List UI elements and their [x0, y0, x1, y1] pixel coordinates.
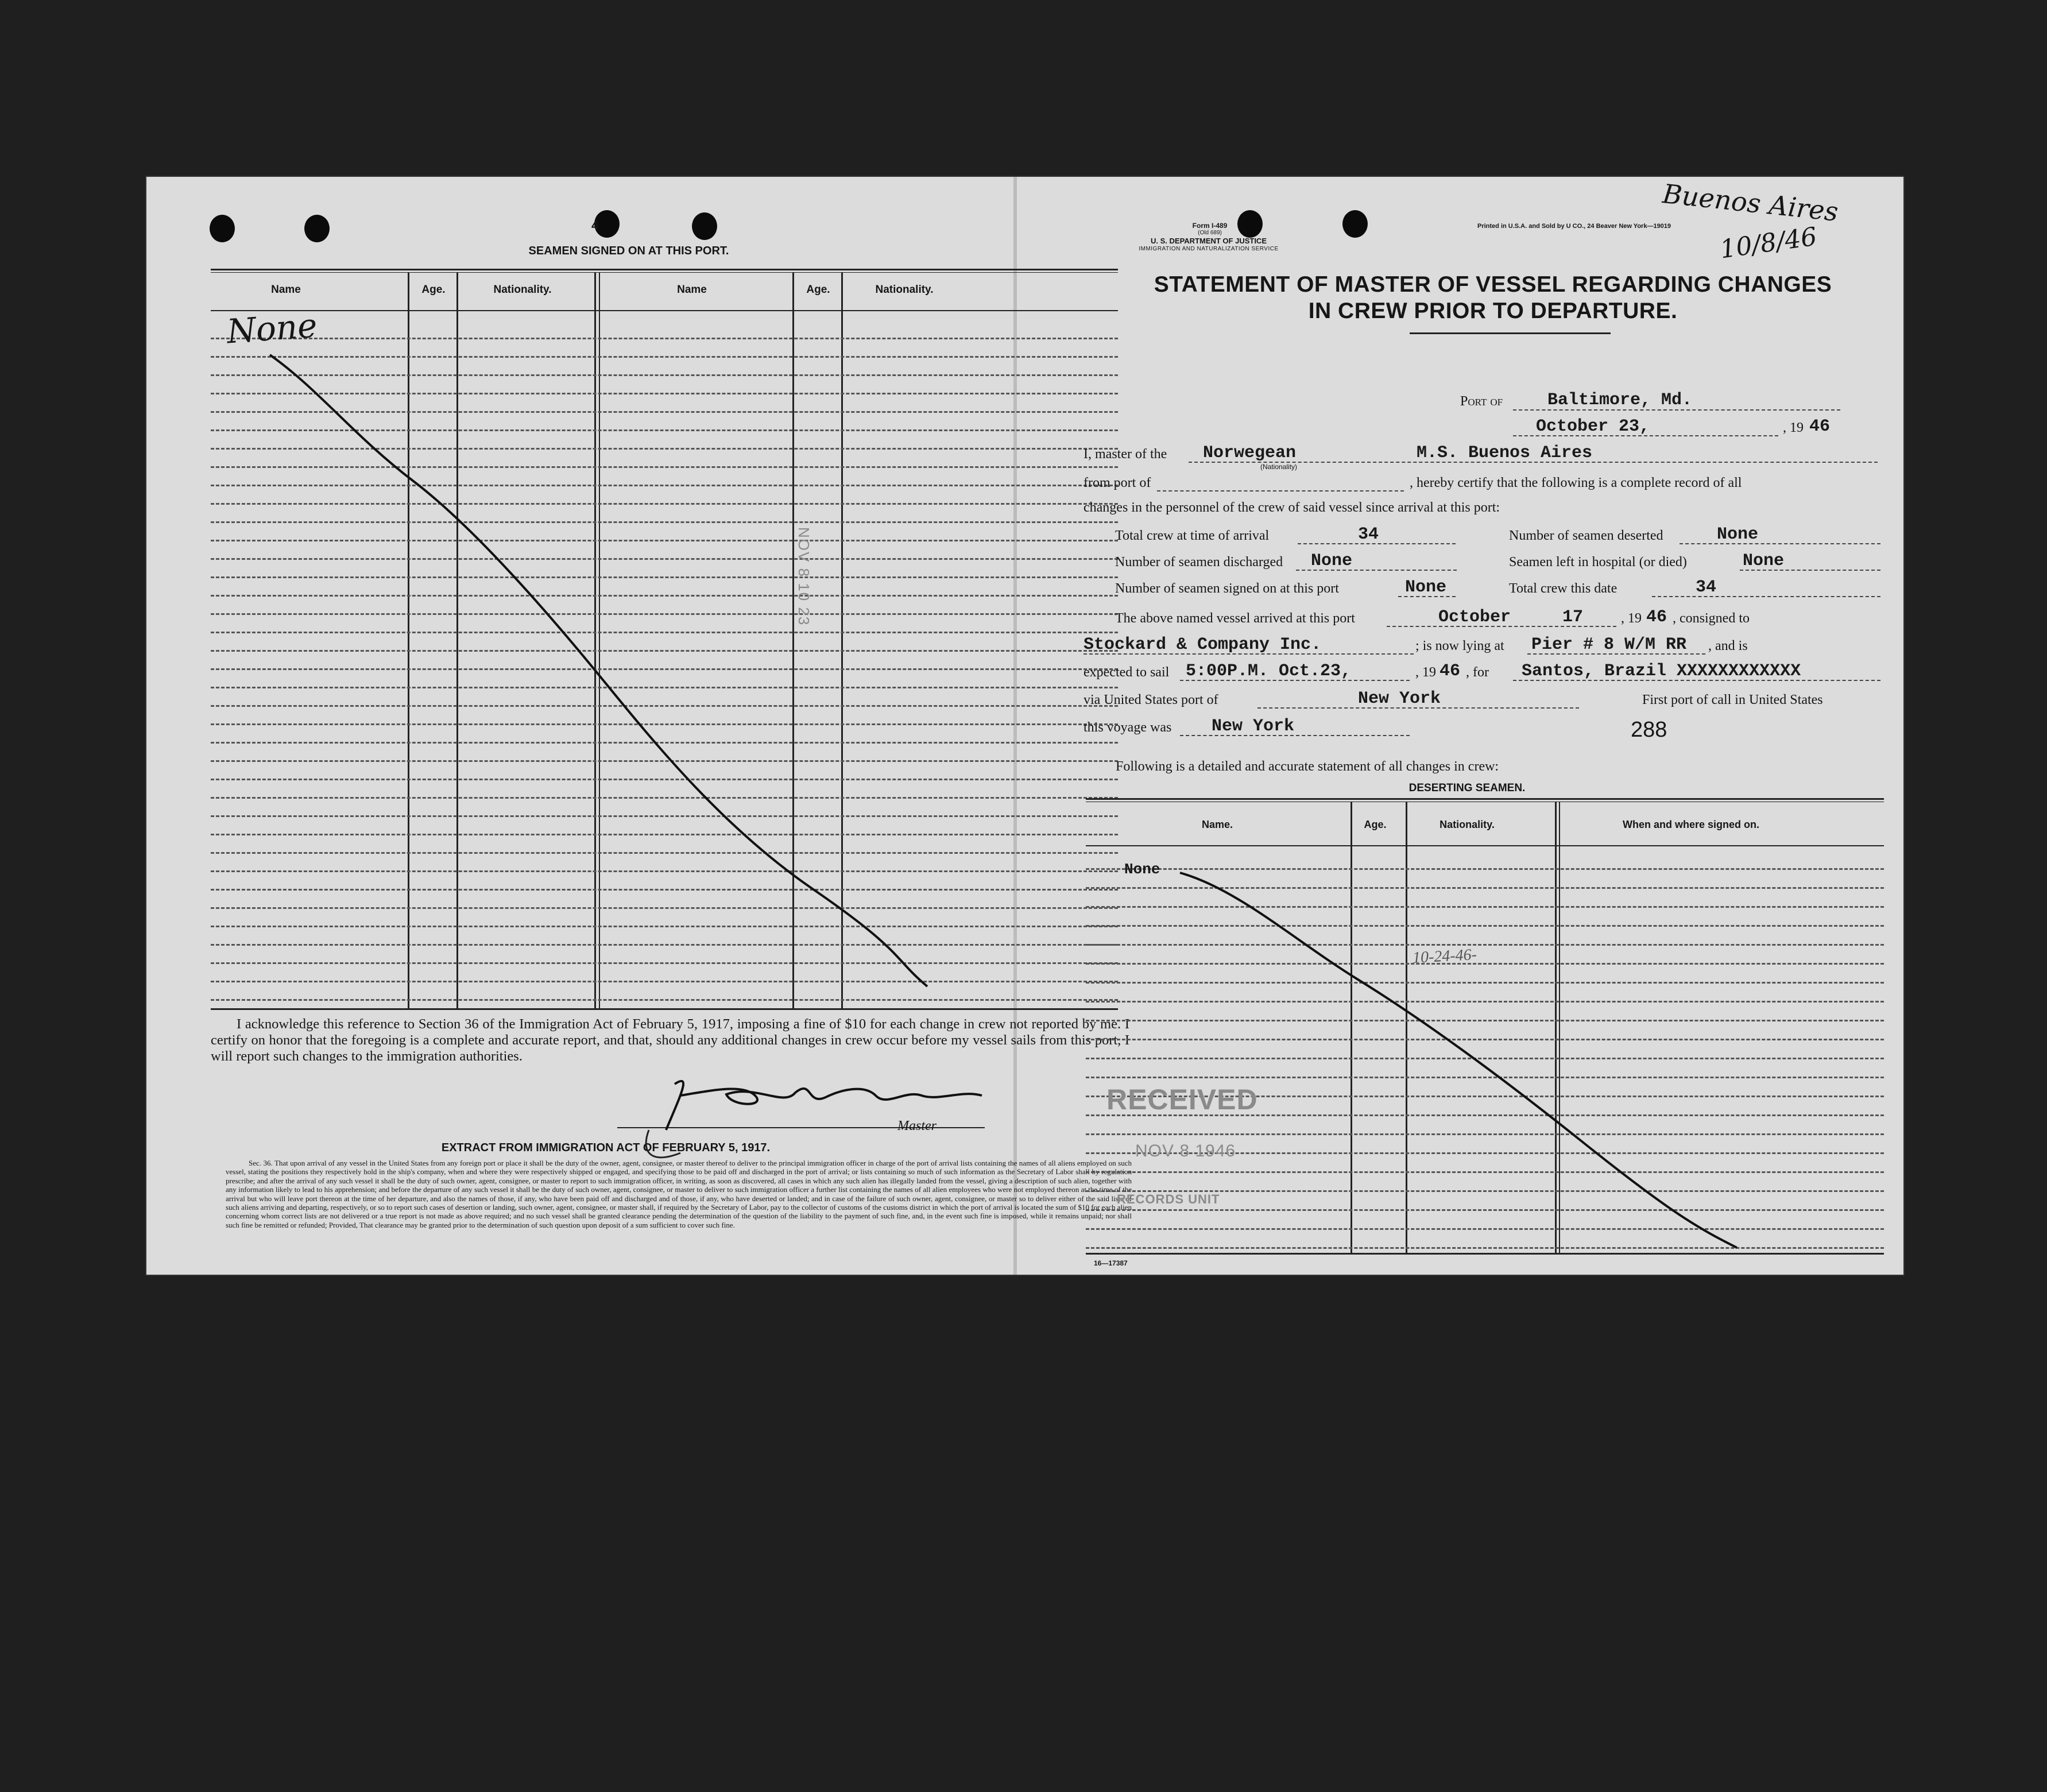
- total-crew-arrival-label: Total crew at time of arrival: [1115, 528, 1270, 543]
- left-col-name-2: Name: [677, 284, 707, 296]
- master-of-label: I, master of the: [1084, 447, 1167, 462]
- destination: Santos, Brazil XXXXXXXXXXXX: [1522, 661, 1801, 681]
- handwritten-note-buenos-aires: Buenos Aires: [1661, 178, 1840, 227]
- vessel-name: M.S. Buenos Aires: [1417, 443, 1593, 463]
- port-label: Port of: [1460, 394, 1503, 409]
- left-strike-line: [270, 355, 927, 986]
- extract-text: Sec. 36. That upon arrival of any vessel in the United States from any foreign port or place it shall be the duty of the owner, agent, consignee, or master thereof to deliver to the principal immigration officer in charge of the port of arrival lists containing the names of all aliens employed on such vessel, stating the positions they respectively hold in the ship's company, when and where they were respectively shipped or engaged, and specifying those to be paid off and discharged in the port of arrival; or lists containing so much of such information as the Secretary of Labor shall by regulation prescribe; and after the arrival of any such vessel it shall be the duty of such owner, agent, consignee, or master to report to such immigration officer, in writing, as soon as discovered, all cases in which any such alien has illegally landed from the vessel, giving a description of such alien, together with any information likely to lead to his apprehension; and before the departure of any such vessel it shall be the duty of such owner, agent, consignee, or master to deliver to such immigration officer a further list containing the names of all alien employees who were not employed thereon at the time of the arrival but who will leave port thereon at the time of her departure, and also the names of those, if any, who have been paid off and discharged and of those, if any, who have deserted or landed; and in case of the failure of such owner, agent, consignee, or master so to deliver either of the said lists of such aliens arriving and departing, respectively, or so to report such cases of desertion or landing, such owner, agent, consignee, or master shall, if required by the Secretary of Labor, pay to the collector of customs of the customs district in which the port of arrival is located the sum of $10 for each alien concerning whom correct lists are not delivered or a true report is not made as above required; and no such vessel shall be granted clearance pending the determination of the question of the liability to the payment of such fine, and, in the event such fine is imposed, while it remains unpaid; nor shall such fine be remitted or refunded; Provided, That clearance may be granted prior to the determination of such question upon deposit of a sum sufficient to cover such fine.: [226, 1159, 1132, 1229]
- discharged-label: Number of seamen discharged: [1115, 555, 1283, 570]
- received-stamp: RECEIVED: [1106, 1083, 1258, 1116]
- service: IMMIGRATION AND NATURALIZATION SERVICE: [1139, 246, 1279, 252]
- year-value: 46: [1809, 417, 1831, 436]
- right-col-signed-on: When and where signed on.: [1622, 819, 1760, 830]
- left-handwritten-none: None: [225, 305, 319, 351]
- hospital-value: None: [1743, 551, 1785, 571]
- from-port-label: from port of: [1084, 475, 1151, 490]
- deserting-title: DESERTING SEAMEN.: [1408, 782, 1526, 794]
- signature-flourish: [646, 1130, 680, 1158]
- form-title-line-1: STATEMENT OF MASTER OF VESSEL REGARDING CHANGES: [1154, 272, 1832, 297]
- consigned-label: , consigned to: [1673, 611, 1750, 626]
- form-number: Form I-489: [1192, 222, 1228, 230]
- consignee: Stockard & Company Inc.: [1084, 635, 1322, 655]
- lying-label: ; is now lying at: [1415, 638, 1504, 653]
- for-label: , for: [1466, 665, 1489, 680]
- voyage-label: this voyage was: [1084, 720, 1172, 735]
- arrived-year: 46: [1646, 607, 1667, 627]
- first-port-label: First port of call in United States: [1642, 692, 1823, 707]
- form-title-line-2: IN CREW PRIOR TO DEPARTURE.: [1308, 299, 1678, 323]
- discharged-value: None: [1311, 551, 1353, 571]
- right-strike-line: [1180, 873, 1737, 1248]
- port-value: Baltimore, Md.: [1547, 390, 1693, 410]
- left-date-stamp: NOV 8 10 23: [795, 527, 812, 626]
- changes-text: changes in the personnel of the crew of said vessel since arrival at this port:: [1084, 500, 1500, 515]
- right-page-number: 288: [1631, 718, 1667, 742]
- first-port: New York: [1212, 717, 1295, 736]
- deserted-value: None: [1717, 525, 1759, 544]
- old-form-number: (Old 689): [1198, 230, 1222, 236]
- total-crew-arrival: 34: [1358, 525, 1379, 544]
- via-port: New York: [1358, 689, 1441, 709]
- form-code: 16—17387: [1094, 1259, 1128, 1267]
- left-section-title: SEAMEN SIGNED ON AT THIS PORT.: [528, 245, 729, 257]
- arrived-date: October 17: [1438, 607, 1584, 627]
- left-col-nationality-1: Nationality.: [493, 284, 552, 296]
- pier-value: Pier # 8 W/M RR: [1531, 635, 1687, 655]
- right-col-nationality: Nationality.: [1440, 819, 1495, 830]
- signed-on-value: None: [1405, 578, 1447, 597]
- sail-time: 5:00P.M. Oct.23,: [1186, 661, 1352, 681]
- document-sheet: [146, 177, 1903, 1275]
- master-label: Master: [897, 1118, 937, 1133]
- left-col-nationality-2: Nationality.: [875, 284, 934, 296]
- total-today-value: 34: [1696, 578, 1717, 597]
- signed-on-label: Number of seamen signed on at this port: [1115, 581, 1339, 596]
- acknowledgment-text: I acknowledge this reference to Section 36 of the Immigration Act of February 5, 1917, imposing a fine of $10 for each change in crew not reported by me. I certify on honor that the foregoing is a complete and accurate report, and that, should any additional changes in crew occur before my vessel sails from this port, I will report such changes to the immigration authorities.: [211, 1016, 1129, 1064]
- date-value: October 23,: [1536, 417, 1650, 436]
- left-page-number: 4: [591, 218, 599, 233]
- left-col-age-1: Age.: [421, 284, 446, 296]
- nationality-caption: (Nationality): [1260, 463, 1298, 471]
- received-date-stamp: NOV 8 1946: [1135, 1141, 1236, 1160]
- via-label: via United States port of: [1084, 692, 1218, 707]
- records-unit-stamp: RECORDS UNIT: [1117, 1192, 1220, 1206]
- following-text: Following is a detailed and accurate statement of all changes in crew:: [1116, 759, 1499, 774]
- arrived-year-prefix: , 19: [1621, 611, 1642, 626]
- master-signature: [666, 1081, 982, 1130]
- expected-label: expected to sail: [1084, 665, 1170, 680]
- arrived-label: The above named vessel arrived at this port: [1115, 611, 1355, 626]
- left-col-name-1: Name: [271, 284, 301, 296]
- nationality-value: Norwegean: [1203, 443, 1297, 463]
- certify-text: , hereby certify that the following is a complete record of all: [1410, 475, 1742, 490]
- year-prefix: , 19: [1783, 420, 1804, 435]
- deserting-entry: None: [1124, 861, 1160, 878]
- handwritten-note-date: 10/8/46: [1718, 222, 1819, 265]
- extract-title: EXTRACT FROM IMMIGRATION ACT OF FEBRUARY 5, 1917.: [441, 1141, 771, 1154]
- right-col-name: Name.: [1201, 819, 1233, 830]
- department: U. S. DEPARTMENT OF JUSTICE: [1151, 237, 1267, 245]
- deserted-label: Number of seamen deserted: [1509, 528, 1663, 543]
- handwritten-date: 10-24-46-: [1412, 946, 1477, 967]
- handwriting-overlay: [146, 177, 1903, 1275]
- right-col-age: Age.: [1364, 819, 1387, 830]
- printer-note: Printed in U.S.A. and Sold by U CO., 24 Beaver New York—19019: [1477, 223, 1671, 230]
- sail-year: 46: [1440, 661, 1461, 681]
- sail-year-prefix: , 19: [1415, 665, 1436, 680]
- total-today-label: Total crew this date: [1509, 581, 1618, 596]
- hospital-label: Seamen left in hospital (or died): [1509, 555, 1687, 570]
- and-is-label: , and is: [1708, 638, 1748, 653]
- left-col-age-2: Age.: [806, 284, 830, 296]
